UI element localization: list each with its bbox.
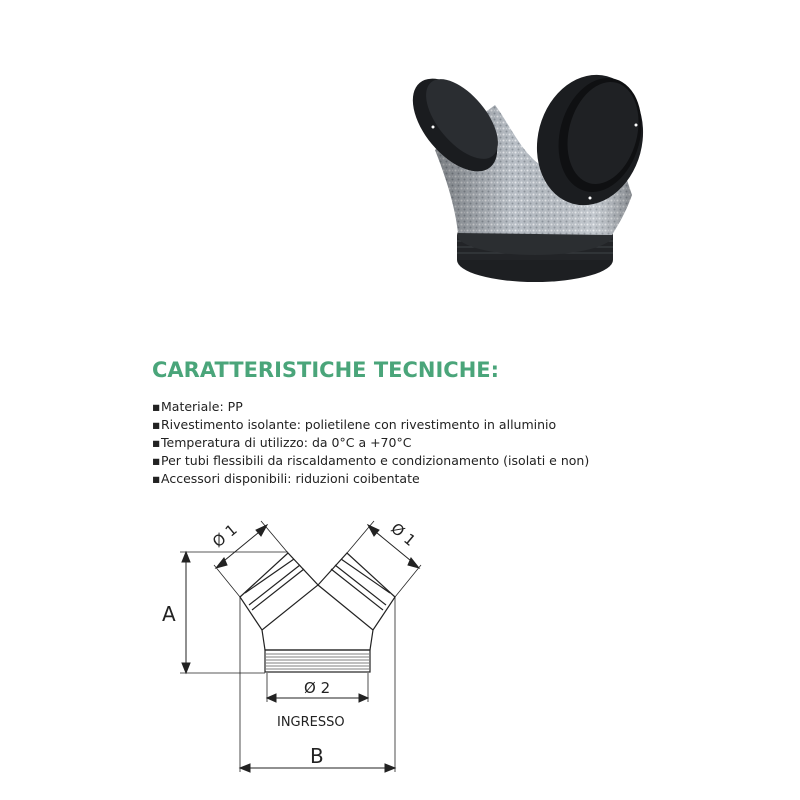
spec-item [152, 434, 589, 452]
bullet-icon: ▪ [152, 435, 161, 450]
spec-item [152, 470, 589, 488]
inlet-label: INGRESSO [277, 715, 345, 730]
spec-item [152, 398, 589, 416]
spec-item [152, 452, 589, 470]
label-a: A [162, 602, 176, 626]
body [262, 630, 373, 650]
spec-text: Accessori disponibili: riduzioni coibentate [161, 471, 420, 486]
label-phi1-right: Ø 1 [387, 519, 420, 550]
specs-title: CARATTERISTICHE TECNICHE: [152, 358, 500, 382]
right-branch [318, 553, 395, 630]
bullet-icon: ▪ [152, 453, 161, 468]
spec-text: Temperatura di utilizzo: da 0°C a +70°C [161, 435, 412, 450]
spec-item [152, 416, 589, 434]
bullet-icon: ▪ [152, 417, 161, 432]
bullet-icon: ▪ [152, 471, 161, 486]
dimension-a [180, 552, 288, 673]
bullet-icon: ▪ [152, 399, 161, 414]
spec-text: Per tubi flessibili da riscaldamento e condizionamento (isolati e non) [161, 453, 590, 468]
label-b: B [310, 744, 324, 768]
product-photo [400, 55, 665, 295]
label-phi2: Ø 2 [304, 679, 331, 697]
spec-text: Rivestimento isolante: polietilene con rivestimento in alluminio [161, 417, 557, 432]
left-branch [240, 553, 318, 630]
label-phi1-left: Ø 1 [209, 520, 241, 552]
technical-drawing [150, 510, 430, 790]
specs-list [152, 398, 589, 488]
spec-text: Materiale: PP [161, 399, 243, 414]
